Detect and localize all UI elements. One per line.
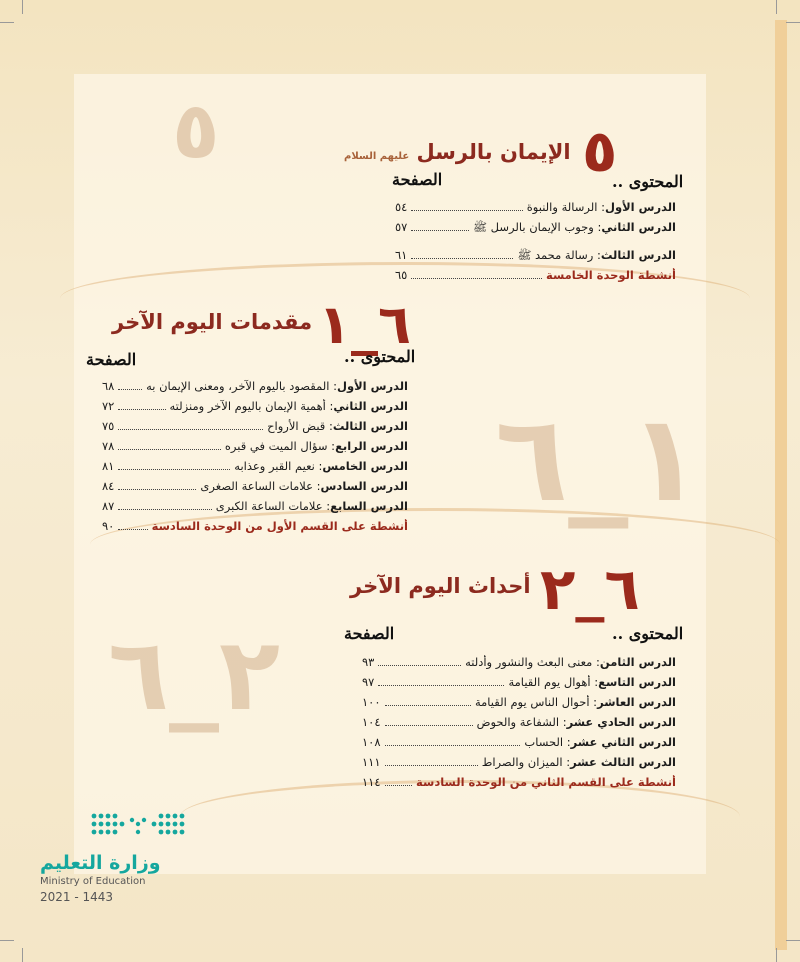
unit-number: ٥ — [582, 117, 618, 185]
toc-entry-activities[interactable]: أنشطة على القسم الثاني من الوحدة السادسة ١١٤ — [362, 775, 676, 789]
ghost-unit-number: ١_٦ — [495, 390, 702, 529]
page-label: الصفحة — [86, 350, 137, 369]
leader-dots — [118, 480, 196, 490]
leader-dots — [118, 440, 221, 450]
ministry-name-en: Ministry of Education — [40, 876, 146, 887]
toc-page: ١٠٠ — [362, 695, 381, 709]
toc-entry[interactable]: الدرس الخامس: نعيم القبر وعذابه ٨١ — [102, 459, 408, 473]
leader-dots — [385, 696, 471, 706]
toc-entry[interactable]: الدرس الثالث: قبض الأرواح ٧٥ — [102, 419, 408, 433]
toc-page: ٥٤ — [395, 200, 408, 214]
toc-entry[interactable]: الدرس السابع: علامات الساعة الكبرى ٨٧ — [102, 499, 408, 513]
crop-mark — [22, 948, 23, 962]
toc-page: ٨١ — [102, 459, 115, 473]
toc-page: ٦١ — [395, 248, 408, 262]
leader-dots — [385, 716, 473, 726]
leader-dots — [411, 221, 469, 231]
toc-entry[interactable]: الدرس الرابع: سؤال الميت في قبره ٧٨ — [102, 439, 408, 453]
toc-page: ٦٨ — [102, 379, 115, 393]
ministry-logo — [40, 810, 190, 904]
toc-entry-activities[interactable]: أنشطة الوحدة الخامسة ٦٥ — [395, 268, 676, 282]
ministry-dots-logo-icon — [88, 810, 188, 840]
leader-dots — [411, 269, 542, 279]
leader-dots — [378, 676, 504, 686]
content-label: المحتوى .. — [612, 172, 684, 191]
toc-page: ٥٧ — [395, 220, 408, 234]
toc-entry[interactable]: الدرس الثاني: أهمية الإيمان باليوم الآخر ومنزلته ٧٢ — [102, 399, 408, 413]
leader-dots — [118, 380, 142, 390]
leader-dots — [118, 400, 165, 410]
leader-dots — [385, 736, 521, 746]
toc-entry[interactable]: الدرس الحادي عشر: الشفاعة والحوض ١٠٤ — [362, 715, 676, 729]
leader-dots — [118, 500, 211, 510]
decorative-strip — [775, 20, 787, 950]
toc-entry[interactable]: الدرس الأول: المقصود باليوم الآخر، ومعنى الإيمان به ٦٨ — [102, 379, 408, 393]
toc-page: ٧٢ — [102, 399, 115, 413]
toc-page: ٧٥ — [102, 419, 115, 433]
toc-entry[interactable]: الدرس التاسع: أهوال يوم القيامة ٩٧ — [362, 675, 676, 689]
unit-title: أحداث اليوم الآخر — [350, 574, 531, 598]
ministry-name-ar: وزارة التعليم — [40, 852, 161, 874]
ghost-unit-number: ٢_٦ — [108, 616, 281, 733]
unit-title: مقدمات اليوم الآخر — [112, 310, 313, 334]
content-label: المحتوى .. — [344, 347, 416, 366]
toc-page: ١١٤ — [362, 775, 381, 789]
crop-mark — [0, 940, 14, 941]
toc-page: ١٠٨ — [362, 735, 381, 749]
toc-page: ٩٧ — [362, 675, 375, 689]
toc-entry[interactable]: الدرس الثالث: رسالة محمد ﷺ ٦١ — [395, 248, 676, 262]
leader-dots — [411, 249, 513, 259]
toc-page: ٩٠ — [102, 519, 115, 533]
toc-list — [395, 200, 676, 288]
page-label: الصفحة — [392, 170, 443, 189]
crop-mark — [786, 22, 800, 23]
toc-page: ٩٣ — [362, 655, 375, 669]
leader-dots — [385, 756, 478, 766]
unit-title — [344, 140, 571, 164]
toc-entry[interactable]: الدرس الثاني عشر: الحساب ١٠٨ — [362, 735, 676, 749]
toc-entry[interactable]: الدرس السادس: علامات الساعة الصغرى ٨٤ — [102, 479, 408, 493]
toc-entry[interactable]: الدرس الثالث عشر: الميزان والصراط ١١١ — [362, 755, 676, 769]
toc-entry[interactable]: الدرس الثاني: وجوب الإيمان بالرسل ﷺ ٥٧ — [395, 220, 676, 234]
unit-number: ٦_٢ — [540, 555, 640, 623]
leader-dots — [118, 520, 147, 530]
ghost-unit-number: ٥ — [172, 86, 220, 176]
page-label: الصفحة — [344, 624, 395, 643]
toc-page: ٨٧ — [102, 499, 115, 513]
crop-mark — [776, 0, 777, 14]
seal-text: عليهم السلام — [344, 151, 410, 162]
toc-entry[interactable]: الدرس الأول: الرسالة والنبوة ٥٤ — [395, 200, 676, 214]
unit-number: ٦_١ — [318, 293, 411, 356]
unit-title-text: الإيمان بالرسل — [416, 140, 571, 164]
toc-page: ٧٨ — [102, 439, 115, 453]
crop-mark — [786, 940, 800, 941]
crop-mark — [22, 0, 23, 14]
edition-year: 2021 - 1443 — [40, 890, 114, 904]
toc-page: ٦٥ — [395, 268, 408, 282]
toc-list — [102, 379, 408, 539]
leader-dots — [118, 460, 230, 470]
toc-entry[interactable]: الدرس العاشر: أحوال الناس يوم القيامة ١٠٠ — [362, 695, 676, 709]
crop-mark — [0, 22, 14, 23]
leader-dots — [378, 656, 461, 666]
toc-list — [362, 655, 676, 795]
toc-entry[interactable]: الدرس الثامن: معنى البعث والنشور وأدلته ٩٣ — [362, 655, 676, 669]
toc-page: ١٠٤ — [362, 715, 381, 729]
leader-dots — [411, 201, 522, 211]
toc-page: ٨٤ — [102, 479, 115, 493]
toc-entry-activities[interactable]: أنشطة على القسم الأول من الوحدة السادسة ٩٠ — [102, 519, 408, 533]
leader-dots — [118, 420, 263, 430]
crop-mark — [776, 948, 777, 962]
toc-page: ١١١ — [362, 755, 381, 769]
leader-dots — [385, 776, 413, 786]
content-label: المحتوى .. — [612, 624, 684, 643]
